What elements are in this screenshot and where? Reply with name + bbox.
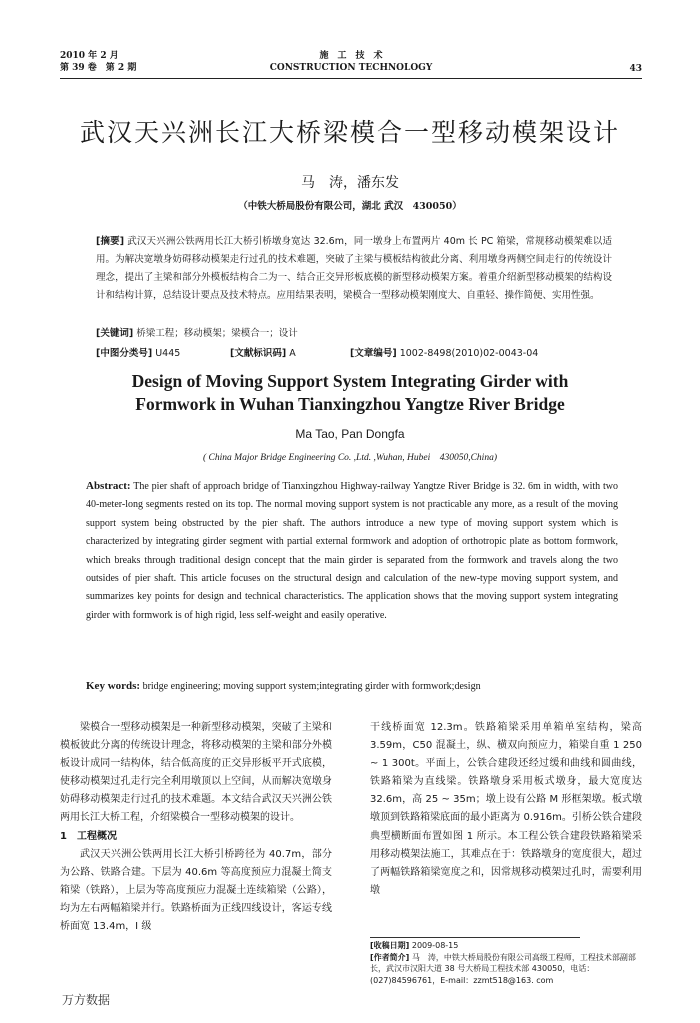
article-number-label: [文章编号] bbox=[350, 348, 397, 359]
abstract-en-text: The pier shaft of approach bridge of Tianxingzhou Highway-railway Yangtze River Bridge is 32. 6m in width, with two 40-meter-long segments rested on its top. The normal moving support system is not practicable any more, as a result of the moving support system being obstructed by the pier shaft. The authors introduce a new type of moving support system which is characterized by integrating girder segment with partial external formwork and adoption of orthotropic plate as bottom formwork, which breaks through traditional design concept that the main girder is separated from the formwork and travels along the two outsides of pier shaft. This article focuses on the structural design and calculation of the new-type moving support system, and summarizes key points for design and technical characteristics. The application shows that the moving support system integrating girder with formwork is of high rigid, less self-weight and easily operative. bbox=[86, 481, 618, 621]
keywords-en-text: bridge engineering; moving support system;integrating girder with formwork;design bbox=[142, 681, 481, 692]
keywords-en-label: Key words: bbox=[86, 680, 141, 692]
header-rule bbox=[60, 78, 642, 79]
running-header bbox=[60, 50, 642, 80]
title-en-line2: Formwork in Wuhan Tianxingzhou Yangtze River Bridge bbox=[135, 394, 565, 414]
footnote bbox=[370, 940, 642, 986]
journal-name bbox=[60, 50, 642, 74]
doc-code-label: [文献标识码] bbox=[230, 348, 287, 359]
body-column-right bbox=[370, 719, 642, 900]
author-bio-text: 马 涛，中铁大桥局股份有限公司高级工程师，工程技术部副部长，武汉市汉阳大道 38 号大桥局工程技术部 430050，电话：(027)84596761，E-mail：zzmt518@163. com bbox=[370, 952, 636, 985]
title-en bbox=[0, 370, 700, 416]
article-number-value: 1002-8498(2010)02-0043-04 bbox=[399, 348, 539, 359]
body-column-left bbox=[60, 719, 332, 936]
issue-date: 2010 年 2 月 bbox=[60, 51, 119, 61]
keywords-cn-text: 桥梁工程；移动模架；梁模合一；设计 bbox=[136, 328, 298, 339]
abstract-cn-label: [摘要] bbox=[96, 236, 125, 247]
affiliation-cn: （中铁大桥局股份有限公司，湖北 武汉 430050） bbox=[238, 201, 462, 212]
clc-value: U445 bbox=[155, 348, 181, 359]
issue-volume: 第 39 卷 第 2 期 bbox=[60, 63, 137, 73]
watermark: 万方数据 bbox=[62, 993, 111, 1007]
affiliation-en: ( China Major Bridge Engineering Co. ,Ltd. ,Wuhan, Hubei 430050,China) bbox=[203, 453, 497, 463]
journal-name-en: CONSTRUCTION TECHNOLOGY bbox=[269, 63, 433, 73]
intro-paragraph: 梁模合一型移动模架是一种新型移动模架，突破了主梁和模板彼此分离的传统设计理念，将移动模架的主梁和部分外模板设计成同一结构体，结合低高度的正交异形板平开式底模，使移动模架过孔走行完全利用墩顶以上空间，从而解决宽墩身妨碍移动模架走行过孔的技术难题。本文结合武汉天兴洲公铁两用长江大桥工程，介绍梁模合一型移动模架的设计。 bbox=[60, 722, 332, 824]
abstract-en bbox=[86, 477, 618, 625]
title-en-line1: Design of Moving Support System Integrating Girder with bbox=[131, 371, 569, 391]
abstract-cn bbox=[96, 233, 612, 305]
received-date-label: [收稿日期] bbox=[370, 941, 410, 950]
authors-cn: 马 涛，潘东发 bbox=[301, 175, 399, 191]
page-number: 43 bbox=[629, 64, 642, 74]
section-heading: 1 工程概况 bbox=[60, 830, 117, 842]
journal-name-cn: 施 工 技 术 bbox=[319, 51, 383, 61]
received-date-value: 2009-08-15 bbox=[411, 941, 459, 950]
keywords-cn-label: [关键词] bbox=[96, 328, 134, 339]
doc-code-value: A bbox=[289, 348, 296, 359]
footnote-rule bbox=[370, 937, 580, 938]
keywords-en bbox=[86, 680, 618, 692]
author-bio-label: [作者简介] bbox=[370, 952, 410, 962]
clc-label: [中图分类号] bbox=[96, 348, 153, 359]
title-cn: 武汉天兴洲长江大桥梁模合一型移动模架设计 bbox=[79, 118, 620, 147]
continued-paragraph: 干线桥面宽 12.3m。铁路箱梁采用单箱单室结构，梁高 3.59m，C50 混凝土，纵、横双向预应力，箱梁自重 1 250 ~ 1 300t。平面上，公铁合建段还经过缓和曲线和圆曲线，铁路箱梁为直线梁。铁路墩身采用板式墩身，最大宽度达 32.6m，高 25 ~ 35m；墩上设有公路 M 形框架墩。板式墩墩顶到铁路箱梁底面的最小距离为 0.916m。引桥公铁合建段典型横断面布置如图 1 所示。本工程公铁合建段铁路箱梁采用移动模架法施工，其难点在于：铁路墩身的宽度很大，超过了两幅铁路箱梁宽度之和，因常规移动模架过孔时，需要利用墩 bbox=[370, 722, 642, 896]
abstract-cn-text: 武汉天兴洲公铁两用长江大桥引桥墩身宽达 32.6m，同一墩身上布置两片 40m 长 PC 箱梁，常规移动模架难以适用。为解决宽墩身妨碍移动模架走行过孔的技术难题，突破了主梁与模板结构彼此分离、利用墩身两侧空间走行的传统设计理念，提出了主梁和部分外模板结构合二为一、结合正交异形板底模的新型移动模架方案。着重介绍新型移动模架的结构设计和结构计算，总结设计要点及技术特点。应用结果表明，梁模合一型移动模架刚度大、自重轻、操作简便、实用性强。 bbox=[96, 236, 613, 301]
abstract-en-label: Abstract: bbox=[86, 480, 131, 492]
authors-en: Ma Tao, Pan Dongfa bbox=[295, 427, 405, 441]
section-paragraph: 武汉天兴洲公铁两用长江大桥引桥跨径为 40.7m，部分为公路、铁路合建。下层为 40.6m 等高度预应力混凝土简支箱梁（铁路），上层为等高度预应力混凝土连续箱梁（公路），均为左右两幅箱梁并行。铁路桥面为正线四线设计，客运专线桥面宽 13.4m，I 级 bbox=[60, 848, 332, 933]
